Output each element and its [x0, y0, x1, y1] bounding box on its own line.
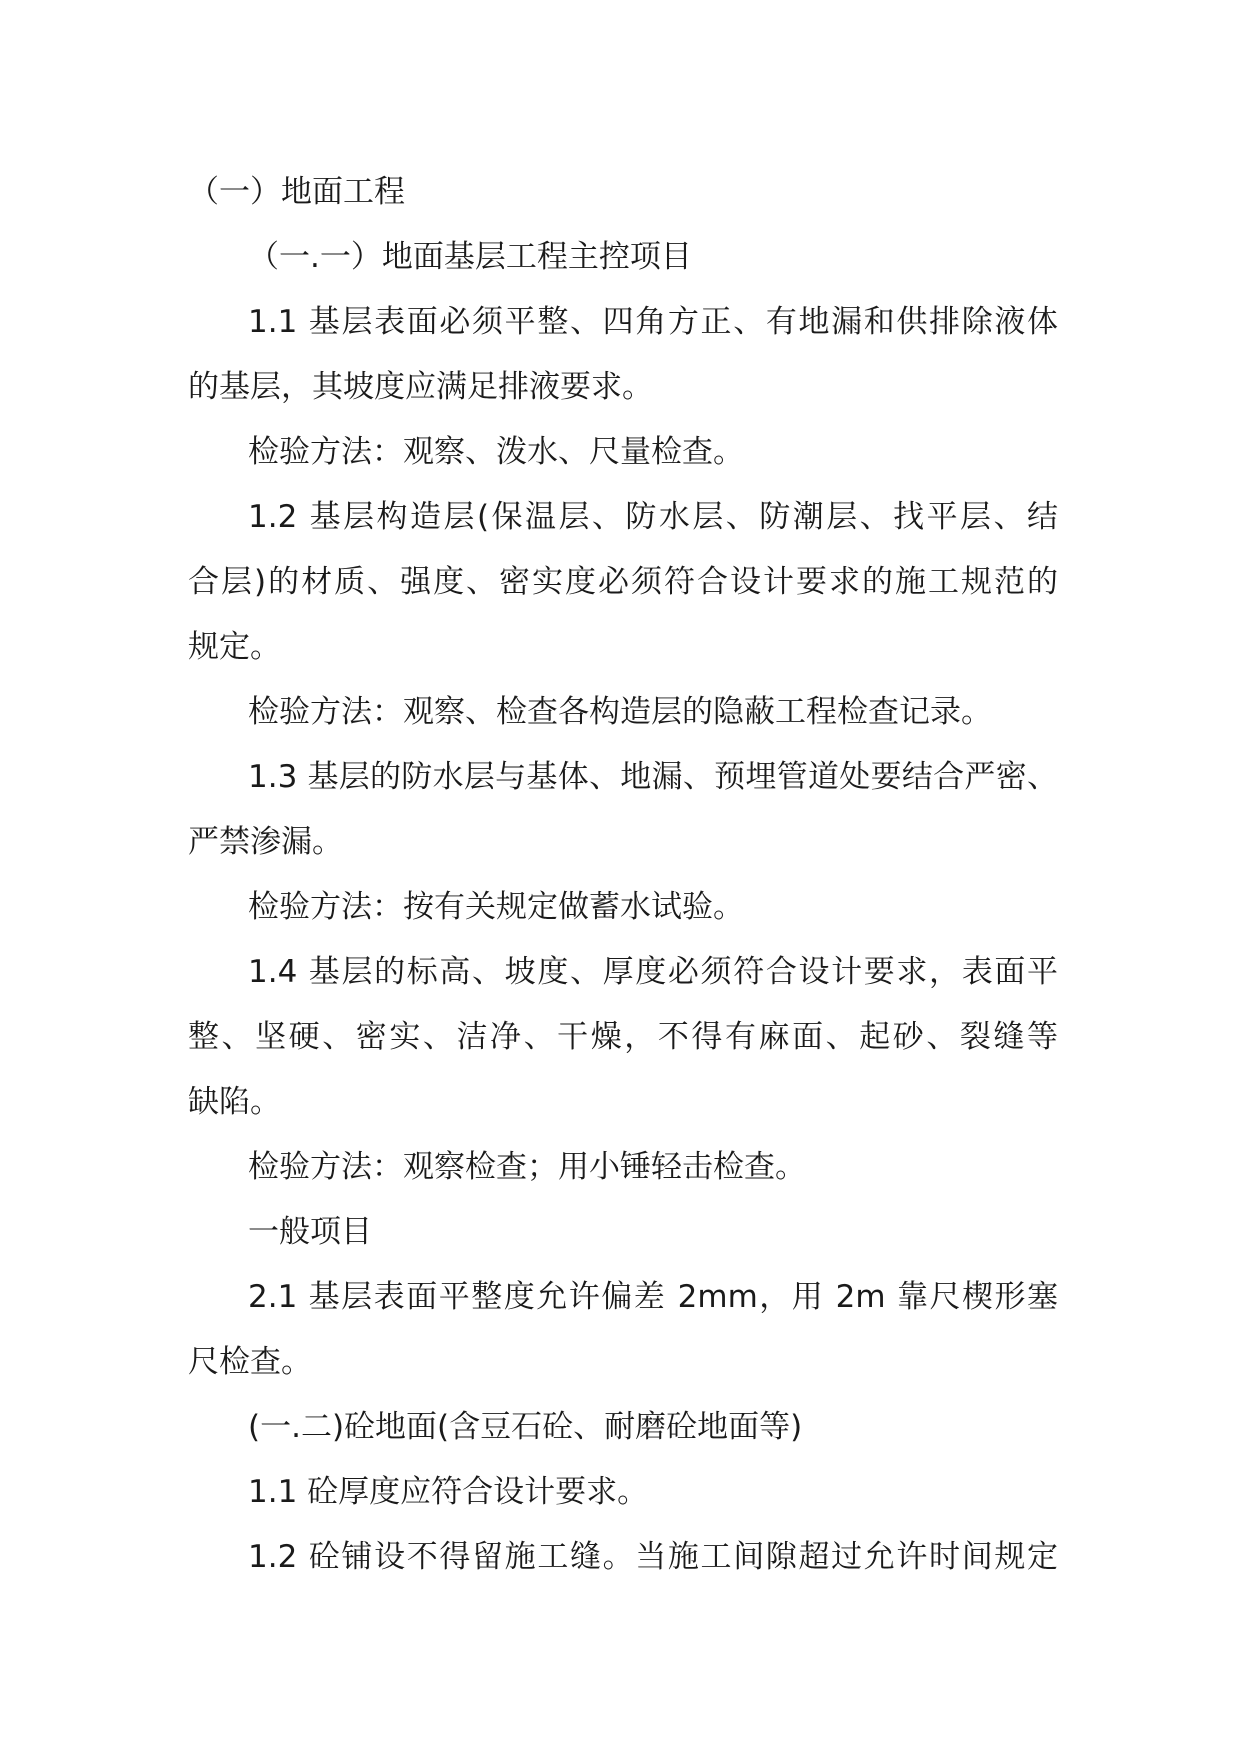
item-1-3-line-2: 严禁渗漏。 [188, 824, 343, 860]
subsection-heading: （一.一）地面基层工程主控项目 [248, 239, 692, 275]
concrete-item-1-2-line-1: 1.2 砼铺设不得留施工缝。当施工间隙超过允许时间规定 [248, 1539, 1058, 1575]
section-heading: （一）地面工程 [188, 174, 405, 210]
item-1-2-line-1: 1.2 基层构造层(保温层、防水层、防潮层、找平层、结 [248, 499, 1058, 535]
item-1-1-line-1: 1.1 基层表面必须平整、四角方正、有地漏和供排除液体 [248, 304, 1058, 340]
general-items-heading: 一般项目 [248, 1214, 372, 1250]
item-2-1-line-1: 2.1 基层表面平整度允许偏差 2mm，用 2m 靠尺楔形塞 [248, 1279, 1058, 1315]
item-1-3-line-1: 1.3 基层的防水层与基体、地漏、预埋管道处要结合严密、 [248, 759, 1058, 795]
document-page [188, 160, 1058, 1590]
item-1-4-line-1: 1.4 基层的标高、坡度、厚度必须符合设计要求，表面平 [248, 954, 1058, 990]
item-2-1-line-2: 尺检查。 [188, 1344, 312, 1380]
item-1-4-line-3: 缺陷。 [188, 1084, 281, 1120]
item-1-2-check-method: 检验方法：观察、检查各构造层的隐蔽工程检查记录。 [248, 694, 992, 730]
item-1-1-line-2: 的基层，其坡度应满足排液要求。 [188, 369, 653, 405]
item-1-1-check-method: 检验方法：观察、泼水、尺量检查。 [248, 434, 744, 470]
concrete-item-1-1: 1.1 砼厚度应符合设计要求。 [248, 1474, 649, 1510]
item-1-3-check-method: 检验方法：按有关规定做蓄水试验。 [248, 889, 744, 925]
item-1-4-line-2: 整、坚硬、密实、洁净、干燥，不得有麻面、起砂、裂缝等 [188, 1019, 1058, 1055]
subsection-heading-concrete: (一.二)砼地面(含豆石砼、耐磨砼地面等) [248, 1409, 803, 1445]
item-1-4-check-method: 检验方法：观察检查；用小锤轻击检查。 [248, 1149, 806, 1185]
item-1-2-line-3: 规定。 [188, 629, 281, 665]
item-1-2-line-2: 合层)的材质、强度、密实度必须符合设计要求的施工规范的 [188, 564, 1058, 600]
